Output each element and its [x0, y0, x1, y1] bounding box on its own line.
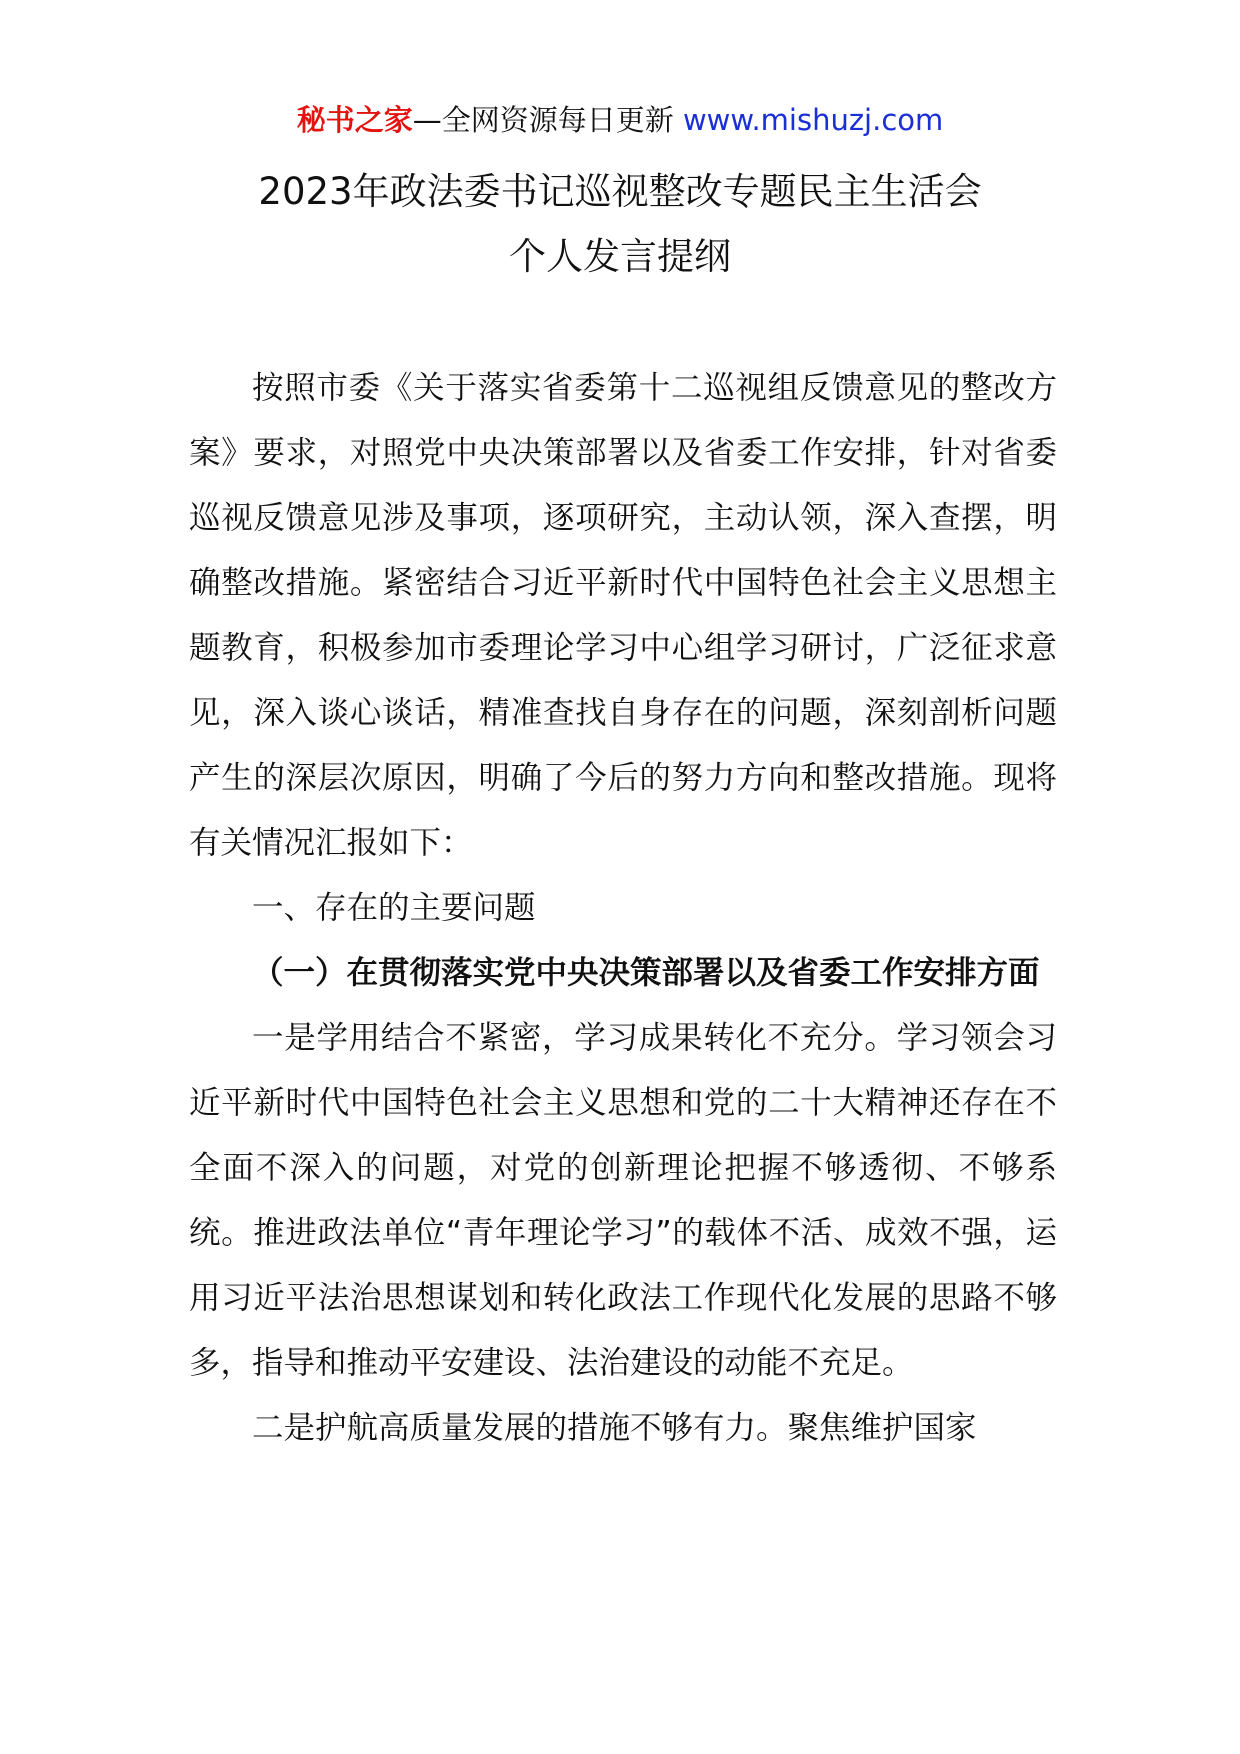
- site-url-link[interactable]: www.mishuzj.com: [682, 103, 944, 137]
- section-heading: 一、存在的主要问题: [252, 890, 536, 926]
- document-title-line1: 2023年政法委书记巡视整改专题民主生活会: [258, 170, 982, 213]
- point-paragraph-1: 一是学用结合不紧密，学习成果转化不充分。学习领会习近平新时代中国特色社会主义思想和党的二十大精神还存在不全面不深入的问题，对党的创新理论把握不够透彻、不够系统。推进政法单位“青年理论学习”的载体不活、成效不强，运用习近平法治思想谋划和转化政法工作现代化发展的思路不够多，指导和推动平安建设、法治建设的动能不充足。: [189, 1020, 1057, 1381]
- document-body: [189, 356, 1057, 1461]
- point-paragraph-2: 二是护航高质量发展的措施不够有力。聚焦维护国家: [252, 1410, 977, 1446]
- site-header-banner: [0, 100, 1240, 140]
- document-title-line2: 个人发言提纲: [509, 235, 731, 278]
- subsection-heading: （一）在贯彻落实党中央决策部署以及省委工作安排方面: [252, 955, 1040, 991]
- brand-name: 秘书之家: [296, 103, 413, 137]
- intro-paragraph: 按照市委《关于落实省委第十二巡视组反馈意见的整改方案》要求，对照党中央决策部署以及省委工作安排，针对省委巡视反馈意见涉及事项，逐项研究，主动认领，深入查摆，明确整改措施。紧密结合习近平新时代中国特色社会主义思想主题教育，积极参加市委理论学习中心组学习研讨，广泛征求意见，深入谈心谈话，精准查找自身存在的问题，深刻剖析问题产生的深层次原因，明确了今后的努力方向和整改措施。现将有关情况汇报如下：: [189, 370, 1057, 861]
- header-tagline: —全网资源每日更新: [412, 103, 683, 137]
